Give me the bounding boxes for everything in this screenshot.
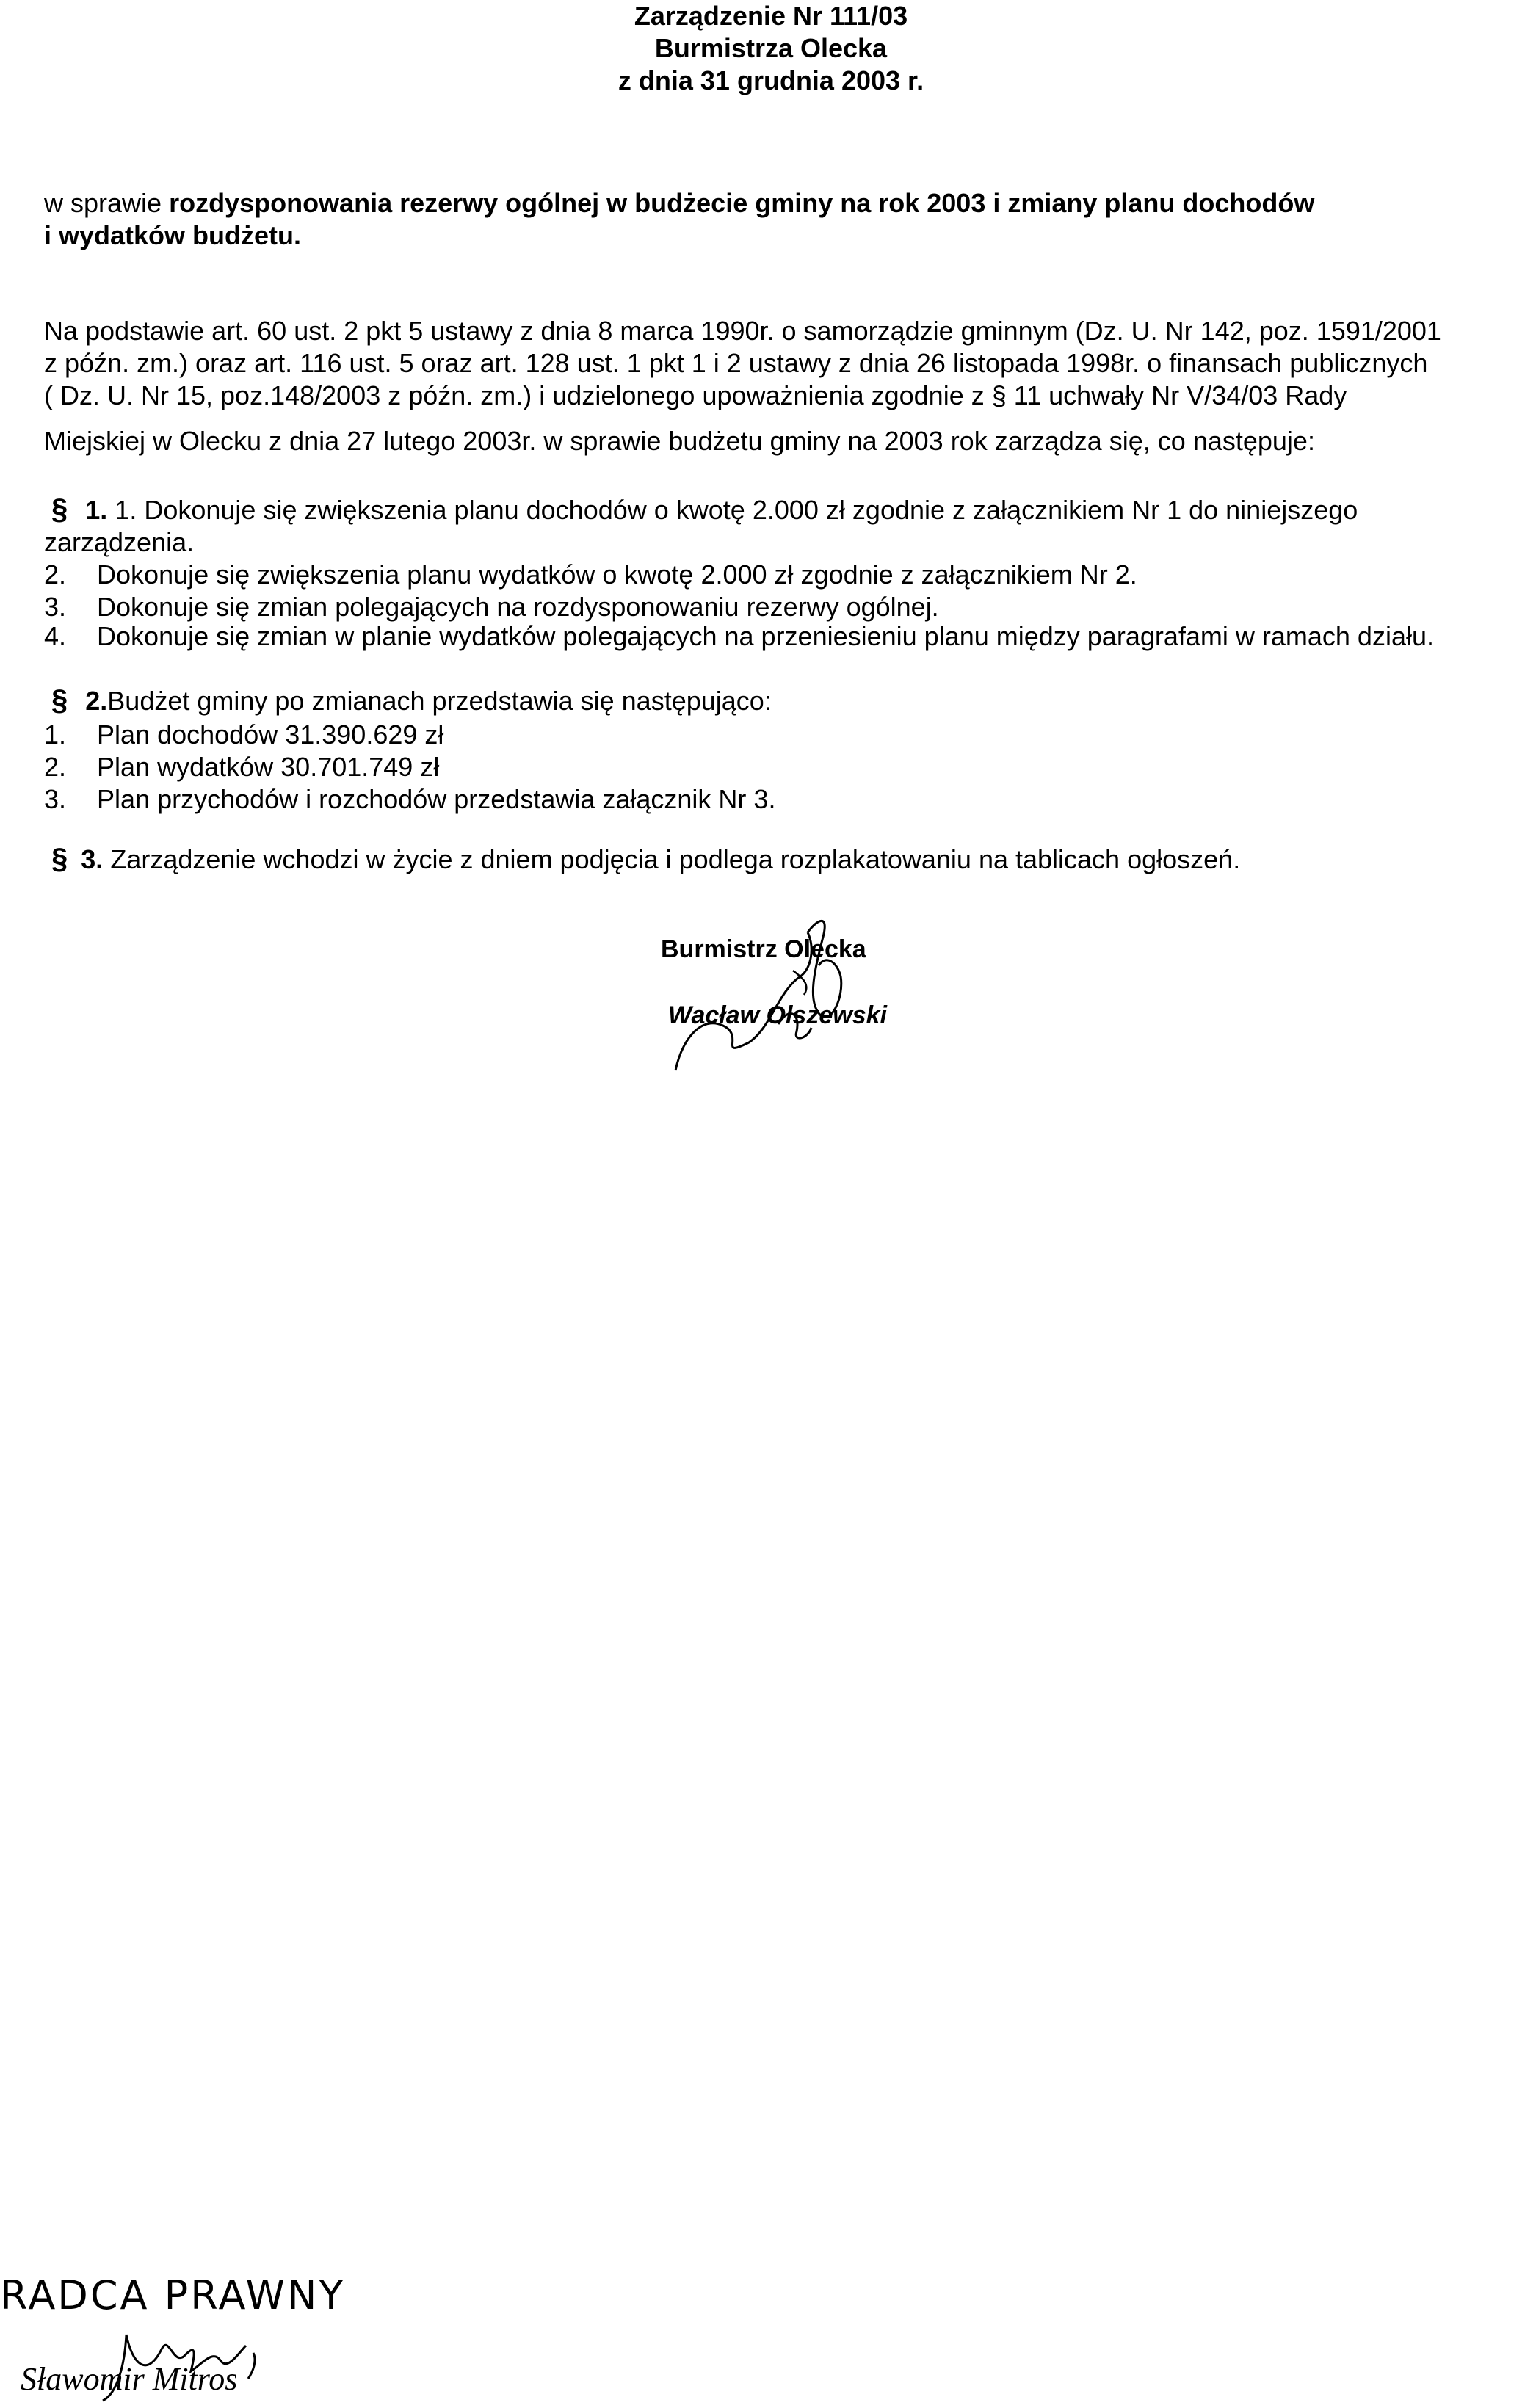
section-2-text: Budżet gminy po zmianach przedstawia się następująco: (107, 686, 772, 716)
header-title: Zarządzenie Nr 111/03 (634, 1, 908, 31)
item-text: Dokonuje się zmian w planie wydatków polegających na przeniesieniu planu między paragrafami w ramach działu. (97, 621, 1434, 651)
item-number: 3. (44, 592, 67, 622)
preamble-line-1: Na podstawie art. 60 ust. 2 pkt 5 ustawy z dnia 8 marca 1990r. o samorządzie gminnym (Dz. U. Nr 142, poz. 1591/2001 (44, 316, 1441, 346)
section-2-first-line (51, 684, 772, 717)
section-3-number: 3. (81, 844, 104, 874)
item-number: 1. (44, 719, 67, 750)
item-text: Plan przychodów i rozchodów przedstawia załącznik Nr 3. (97, 784, 776, 814)
section-1-item-4 (44, 621, 1434, 652)
header-issuer: Burmistrza Olecka (654, 33, 888, 63)
section-2-item-3 (44, 784, 775, 815)
section-3-mark: § (51, 843, 68, 875)
item-number: 3. (44, 784, 67, 814)
handwritten-signature-counsel (81, 2320, 301, 2408)
item-text: Dokonuje się zmian polegających na rozdysponowaniu rezerwy ogólnej. (97, 592, 939, 622)
signature-title: Burmistrz Olecka (661, 935, 866, 963)
section-2-mark: § (51, 684, 68, 717)
subject-line-2: i wydatków budżetu. (44, 220, 302, 250)
document-header (441, 0, 1101, 97)
section-1-first-line (51, 493, 1358, 526)
preamble-line-3: ( Dz. U. Nr 15, poz.148/2003 z późn. zm.) i udzielonego upoważnienia zgodnie z § 11 uchwały Nr V/34/03 Rady (44, 380, 1347, 410)
section-2-item-1 (44, 719, 443, 750)
section-2-item-2 (44, 752, 439, 783)
handwritten-signature-mayor (661, 903, 925, 1079)
subject-prefix: w sprawie (44, 188, 170, 218)
subject-bold: rozdysponowania rezerwy ogólnej w budżecie gminy na rok 2003 i zmiany planu dochodów (169, 188, 1315, 218)
subject-line-1 (44, 188, 1314, 219)
stamp-title: RADCA PRAWNY (0, 2272, 346, 2318)
preamble-line-2: z późn. zm.) oraz art. 116 ust. 5 oraz art. 128 ust. 1 pkt 1 i 2 ustawy z dnia 26 listopada 1998r. o finansach publicznych (44, 348, 1428, 378)
section-1-item-3 (44, 592, 939, 623)
item-number: 2. (44, 559, 67, 590)
section-1-item-2 (44, 559, 1137, 590)
item-text: Plan dochodów 31.390.629 zł (97, 719, 444, 750)
section-1-number: 1. (85, 495, 108, 525)
item-number: 2. (44, 752, 67, 782)
section-3-text: Zarządzenie wchodzi w życie z dniem podjęcia i podlega rozplakatowaniu na tablicach ogłoszeń. (110, 844, 1241, 874)
header-date: z dnia 31 grudnia 2003 r. (617, 65, 924, 95)
preamble-line-4: Miejskiej w Olecku z dnia 27 lutego 2003r. w sprawie budżetu gminy na 2003 rok zarządza się, co następuje: (44, 426, 1315, 456)
signature-name: Wacław Olszewski (668, 1001, 887, 1029)
item-text: Plan wydatków 30.701.749 zł (97, 752, 440, 782)
item-text: Dokonuje się zwiększenia planu wydatków o kwotę 2.000 zł zgodnie z załącznikiem Nr 2. (97, 559, 1137, 590)
item-number: 4. (44, 621, 67, 651)
section-1-mark: § (51, 493, 68, 526)
section-2-number: 2. (85, 686, 108, 716)
section-3-line (51, 843, 1240, 876)
section-1-item-1-cont: zarządzenia. (44, 527, 195, 557)
section-1-item-1: 1. Dokonuje się zwiększenia planu dochodów o kwotę 2.000 zł zgodnie z załącznikiem Nr 1 do niniejszego (115, 495, 1358, 525)
stamp-name: Sławomir Mitros (21, 2361, 238, 2397)
